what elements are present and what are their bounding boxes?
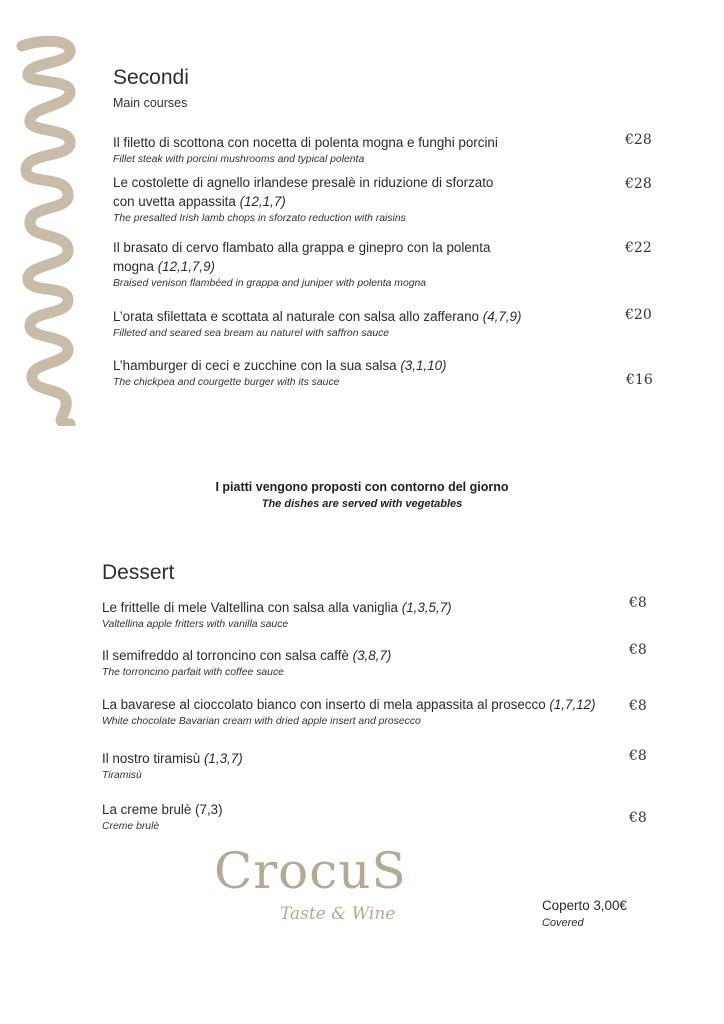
allergen-codes: (3,8,7) [352, 648, 392, 663]
menu-item [113, 238, 613, 291]
dish-english: Creme brulè [102, 821, 160, 832]
allergen-codes: (12,1,7) [239, 194, 286, 209]
allergen-codes: (1,3,7) [203, 751, 243, 766]
dish-price: €28 [625, 132, 652, 148]
dish-name: Le costolette di agnello irlandese presalè in riduzione di sforzato con uvetta appassita (12,1,7) [113, 175, 494, 209]
menu-item [102, 800, 622, 834]
dish-price: €8 [629, 748, 647, 764]
menu-item [113, 133, 613, 167]
menu-item [102, 749, 622, 783]
section-title-dessert: Dessert [102, 561, 175, 584]
dish-name: Le frittelle di mele Valtellina con salsa alla vaniglia (1,3,5,7) [102, 600, 452, 615]
allergen-codes: (1,7,12) [549, 697, 596, 712]
logo-wordmark: CrocuS [214, 842, 407, 900]
dish-english: Filleted and seared sea bream au naturel with saffron sauce [113, 328, 390, 339]
cover-charge-english: Covered [542, 917, 584, 929]
dish-english: Fillet steak with porcini mushrooms and typical polenta [113, 154, 365, 165]
dish-price: €22 [625, 240, 652, 256]
allergen-codes: (12,1,7,9) [157, 259, 216, 274]
dish-english: The presalted Irish lamb chops in sforzato reduction with raisins [113, 213, 406, 224]
dish-price: €8 [629, 810, 647, 826]
dish-name: Il filetto di scottona con nocetta di polenta mogna e funghi porcini [113, 135, 498, 150]
logo-tagline: Taste & Wine [280, 904, 396, 924]
menu-item [113, 307, 613, 341]
menu-script-decoration [14, 34, 80, 426]
dish-price: €8 [629, 698, 647, 714]
allergen-codes: (1,3,5,7) [401, 600, 452, 615]
dish-english: Valtellina apple fritters with vanilla sauce [102, 619, 289, 630]
dish-price: €8 [629, 642, 647, 658]
side-dish-note: I piatti vengono proposti con contorno del giorno [215, 480, 509, 494]
menu-item [113, 356, 613, 390]
side-dish-note-english: The dishes are served with vegetables [261, 498, 463, 510]
allergen-codes: (3,1,10) [400, 358, 447, 373]
dish-price: €28 [625, 176, 652, 192]
allergen-codes: (4,7,9) [482, 309, 522, 324]
dish-name: La bavarese al cioccolato bianco con inserto di mela appassita al prosecco (1,7,12) [102, 697, 596, 712]
dish-english: Tiramisù [102, 770, 142, 781]
menu-item [102, 695, 628, 729]
dish-name: La creme brulè (7,3) [102, 802, 223, 817]
dish-name: L’orata sfilettata e scottata al naturale con salsa allo zafferano (4,7,9) [113, 309, 522, 324]
menu-item [113, 173, 613, 226]
dish-name: L’hamburger di ceci e zucchine con la sua salsa (3,1,10) [113, 358, 447, 373]
dish-price: €20 [625, 307, 652, 323]
dish-english: The torroncino parfait with coffee sauce [102, 667, 284, 678]
cover-charge: Coperto 3,00€ [542, 898, 627, 913]
dish-name: Il nostro tiramisù (1,3,7) [102, 751, 243, 766]
menu-item [102, 646, 622, 680]
dish-name: Il brasato di cervo flambato alla grappa e ginepro con la polenta mogna (12,1,7,9) [113, 240, 491, 274]
crocus-logo [214, 842, 450, 942]
dish-price: €8 [629, 595, 647, 611]
menu-item [102, 598, 622, 632]
dish-english: White chocolate Bavarian cream with dried apple insert and prosecco [102, 716, 421, 727]
dish-english: The chickpea and courgette burger with its sauce [113, 377, 340, 388]
dish-name: Il semifreddo al torroncino con salsa caffè (3,8,7) [102, 648, 392, 663]
dish-price: €16 [626, 372, 653, 388]
section-subtitle-secondi: Main courses [113, 96, 188, 110]
section-title-secondi: Secondi [113, 66, 189, 89]
dish-english: Braised venison flambéed in grappa and juniper with polenta mogna [113, 278, 427, 289]
